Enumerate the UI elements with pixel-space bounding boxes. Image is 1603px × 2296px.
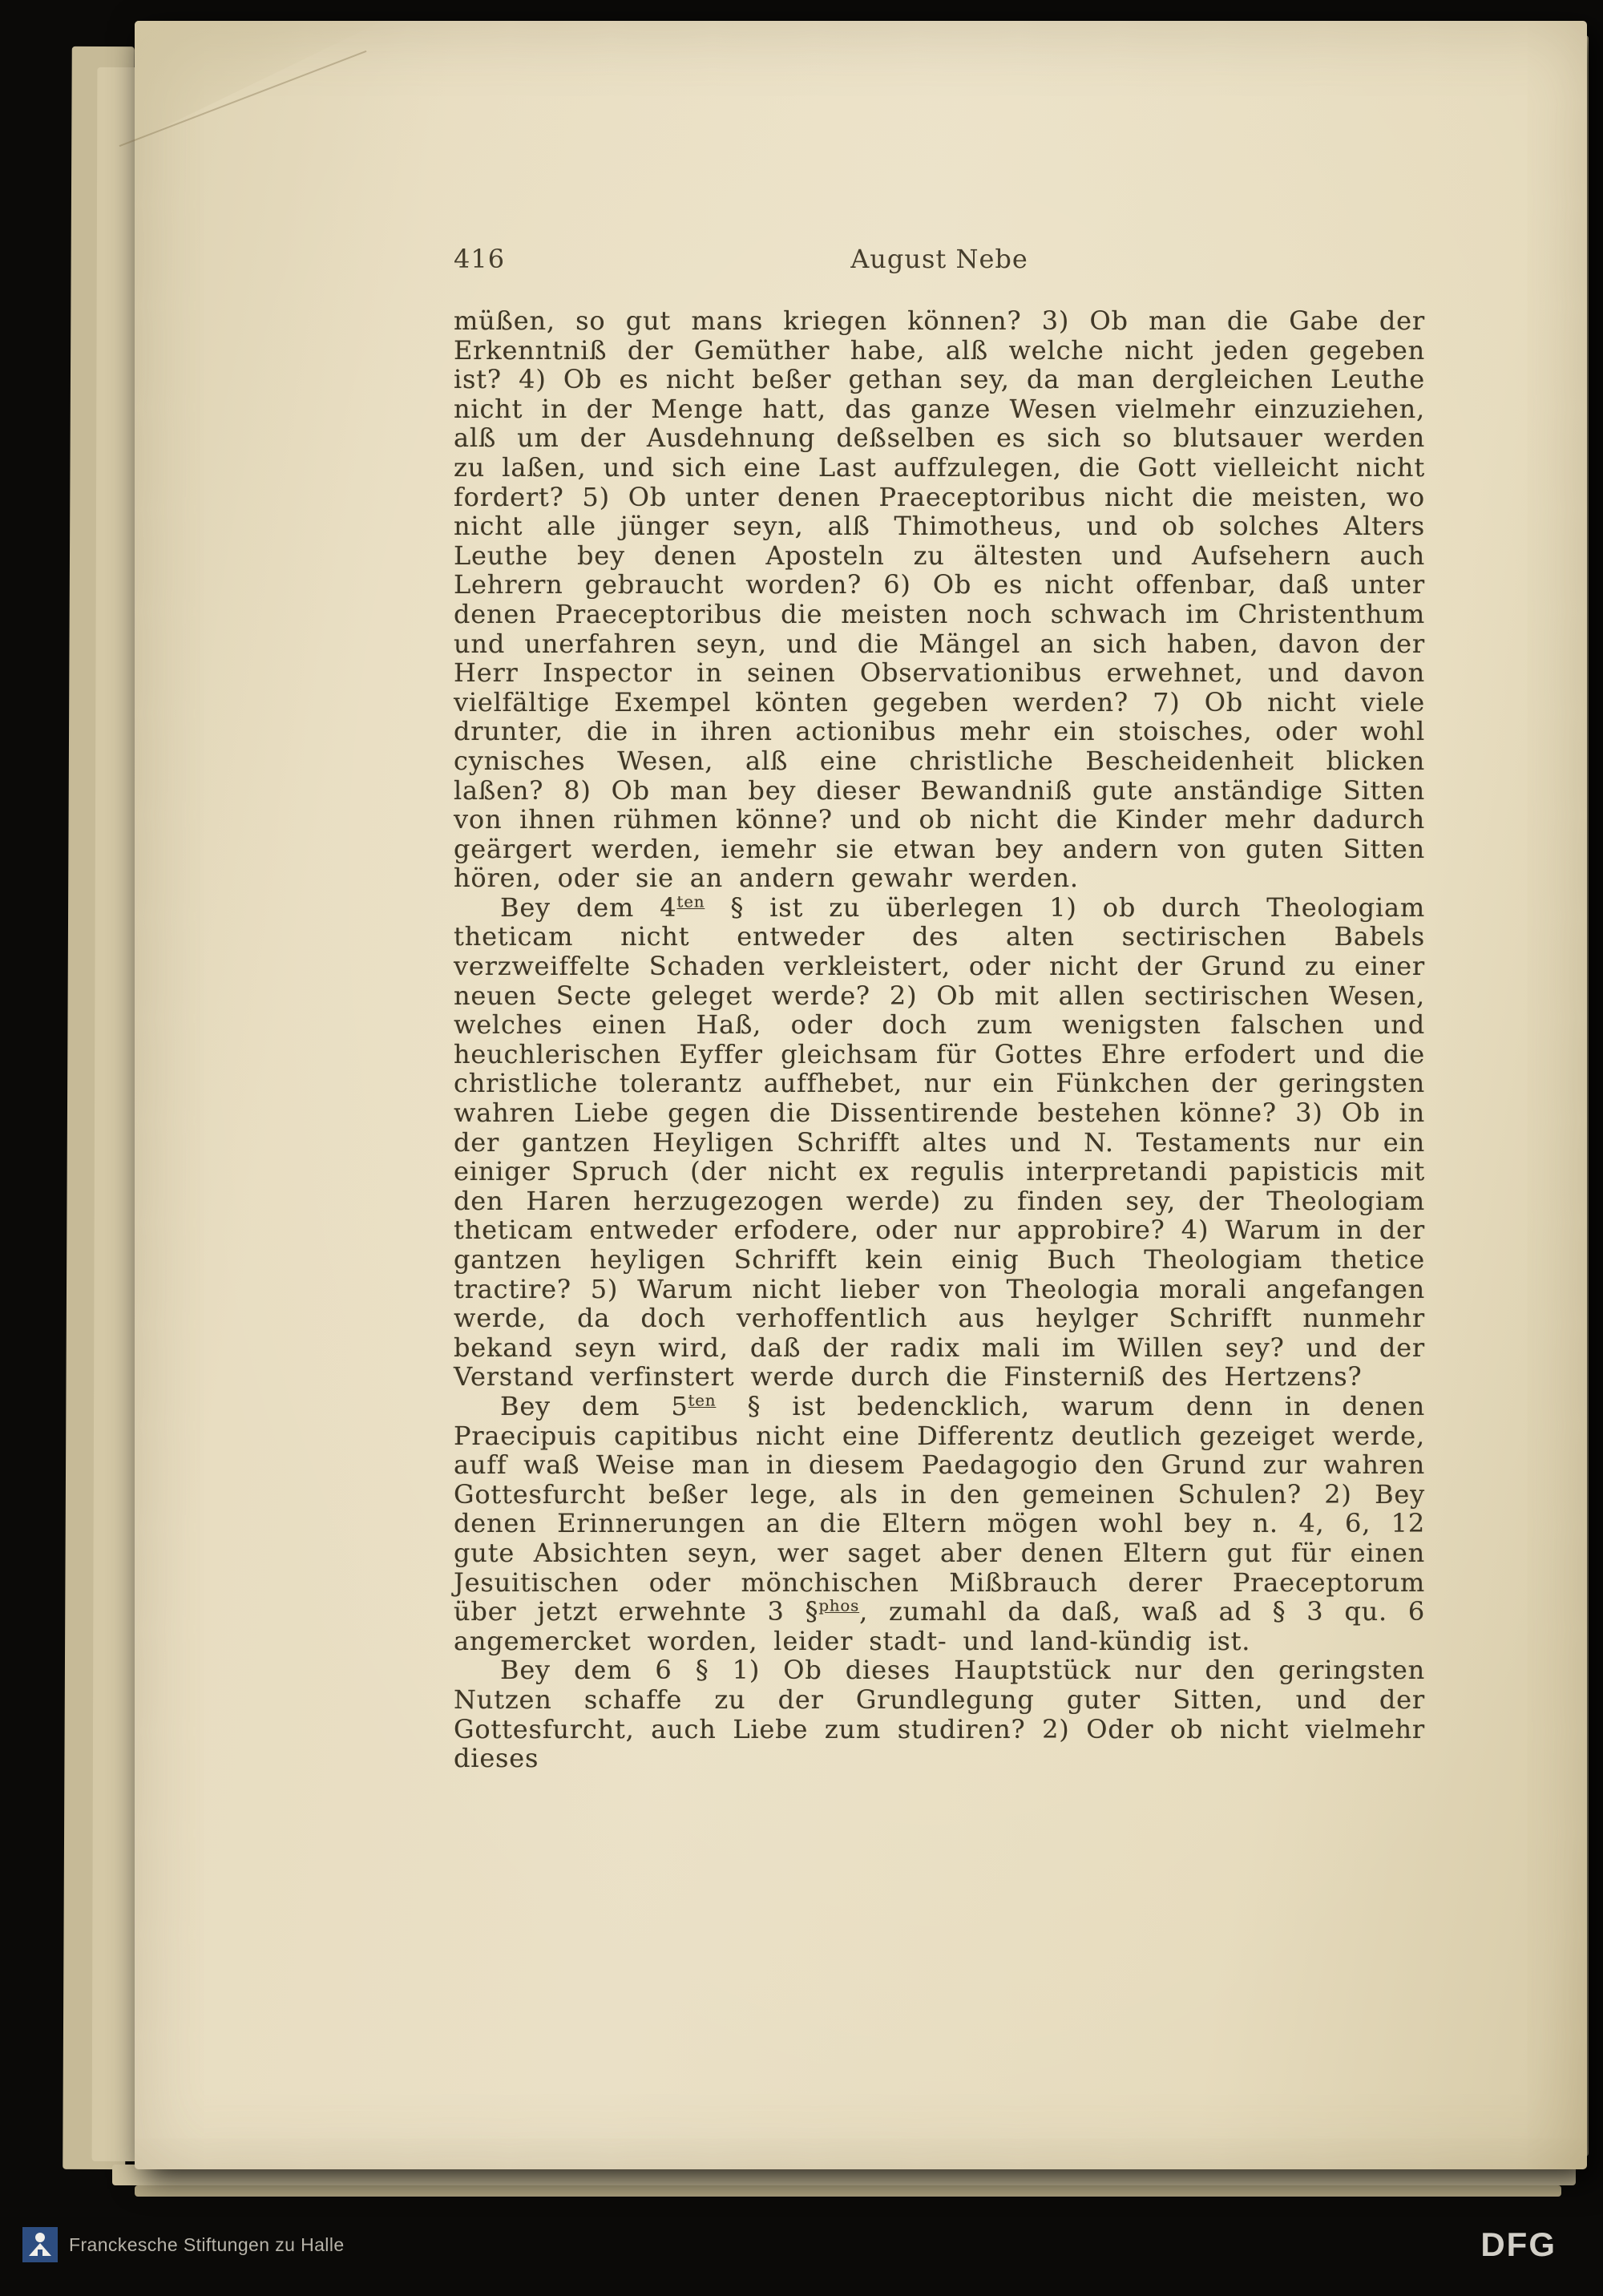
library-credit-label: Franckesche Stiftungen zu Halle — [69, 2233, 345, 2255]
paragraph-text: müßen, so gut mans kriegen können? 3) Ob man die Gabe der Erkenntniß der Gemüther habe, alß welche nicht jeden gegeben ist? 4) Ob es nicht beßer gethan sey, da man dergleichen Leuthe nicht in der Menge hatt, das ganze Wesen vielmehr einzuziehen, alß um der Ausdehnung deßselben es sich so blutsauer werden zu laßen, und sich eine Last auffzulegen, die Gott vielleicht nicht fordert? 5) Ob unter denen Praeceptoribus nicht die meisten, wo nicht alle jünger seyn, alß Thimotheus, und ob solches Alters Leuthe bey denen Aposteln zu ältesten und Aufsehern auch Lehrern gebraucht worden? 6) Ob es nicht offenbar, daß unter denen Praeceptoribus die meisten noch schwach im Christenthum und unerfahren seyn, und die Mängel an sich haben, davon der Herr Inspector in seinen Observationibus erwehnet, und davon vielfältige Exempel könten gegeben werden? 7) Ob nicht viele drunter, die in ihren actionibus mehr ein stoisches, oder wohl cynisches Wesen, alß eine christliche Bescheidenheit blicken laßen? 8) Ob man bey dieser Bewandniß gute anständige Sitten von ihnen rühmen könne? und ob nicht die Kinder mehr dadurch geärgert werden, iemehr sie etwan bey andern von guten Sitten hören, oder sie an andern gewahr werden. — [454, 305, 1425, 894]
book-page — [135, 21, 1587, 2169]
paragraph — [454, 1392, 1425, 1655]
library-credit — [22, 2227, 345, 2262]
francke-emblem-icon — [22, 2227, 58, 2262]
paragraph-text: § ist bedencklich, warum denn in denen Praecipuis capitibus nicht eine Differentz deutlich gezeiget werde, auff waß Weise man in diesem Paedagogio den Grund zur wahren Gottesfurcht beßer lege, als in den gemeinen Schulen? 2) Bey denen Erinnerungen an die Eltern mögen wohl bey n. 4, 6, 12 gute Absichten seyn, wer saget aber denen Eltern gut für einen Jesuitischen oder mönchischen Mißbrauch derer Praeceptorum über jetzt erwehnte 3 § — [454, 1390, 1426, 1627]
scan-footer — [0, 2176, 1603, 2296]
superscript-text: ten — [676, 892, 705, 912]
superscript-text: ten — [688, 1391, 717, 1410]
paragraph-text: Bey dem 5 — [500, 1390, 688, 1421]
paragraph — [454, 893, 1425, 1392]
superscript-text: phos — [818, 1596, 860, 1615]
page-header — [454, 244, 1425, 281]
paragraph — [454, 306, 1425, 893]
page-number: 416 — [454, 244, 506, 274]
running-header: August Nebe — [850, 244, 1028, 274]
paragraph-text: Bey dem 4 — [500, 891, 677, 923]
paragraph-text: , zumahl da daß, waß ad § 3 qu. 6 angemercket worden, leider stadt- und land-kündig ist. — [454, 1596, 1426, 1656]
page-body — [454, 306, 1425, 1773]
paragraph-text: Bey dem 6 § 1) Ob dieses Hauptstück nur den geringsten Nutzen schaffe zu der Grundlegung guter Sitten, und der Gottesfurcht, auch Liebe zum studiren? 2) Oder ob nicht vielmehr dieses — [454, 1655, 1425, 1774]
page-fold — [135, 21, 383, 141]
paragraph-text: § ist zu überlegen 1) ob durch Theologiam theticam nicht entweder des alten sectirischen Babels verzweiffelte Schaden verkleistert, oder nicht der Grund zu einer neuen Secte geleget werde? 2) Ob mit allen sectirischen Wesen, welches einen Haß, oder doch zum wenigsten falschen und heuchlerischen Eyffer gleichsam für Gottes Ehre erfodert und die christliche tolerantz auffhebet, nur ein Fünkchen der geringsten wahren Liebe gegen die Dissentirende bestehen könne? 3) Ob in der gantzen Heyligen Schrifft altes und N. Testaments nur ein einiger Spruch (der nicht ex regulis interpretandi papisticis mit den Haren herzugezogen werde) zu finden sey, der Theologiam theticam entweder erfodere, oder nur approbire? 4) Warum in der gantzen heyligen Schrifft kein einig Buch Theologiam thetice tractire? 5) Warum nicht lieber von Theologia morali angefangen werde, da doch verhoffentlich aus heylger Schrifft nunmehr bekand seyn wird, daß der radix mali im Willen sey? und der Verstand verfinstert werde durch die Finsterniß des Hertzens? — [454, 891, 1425, 1393]
page-content — [454, 244, 1425, 1773]
dfg-logo: DFG — [1480, 2225, 1557, 2263]
paragraph — [454, 1655, 1425, 1773]
